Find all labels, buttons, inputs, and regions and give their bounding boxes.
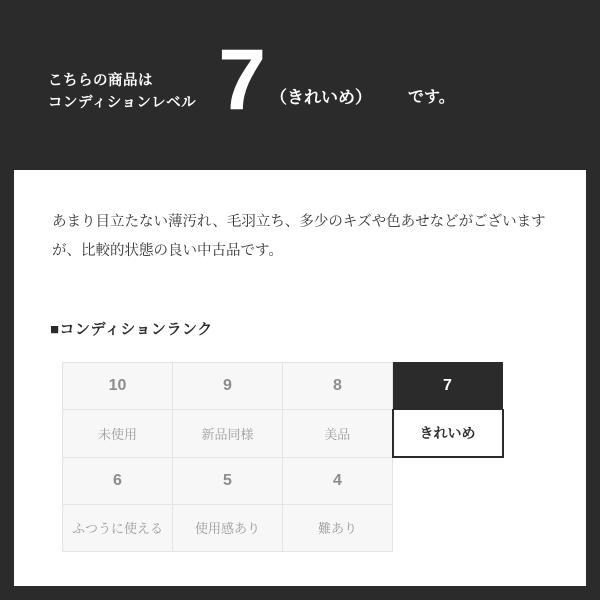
body-panel: [14, 170, 586, 586]
rank-number-cell: 8: [283, 363, 393, 410]
condition-rank-table: [62, 362, 504, 552]
header-suffix: です。: [408, 88, 455, 106]
rank-number-cell: 10: [63, 363, 173, 410]
rank-label-cell: 難あり: [283, 504, 393, 551]
condition-level-label: （きれいめ）: [270, 87, 373, 107]
rank-label-cell: 美品: [283, 410, 393, 458]
condition-description: あまり目立たない薄汚れ、毛羽立ち、多少のキズや色あせなどがございますが、比較的状態の良い中古品です。: [52, 214, 546, 259]
rank-label-cell: 使用感あり: [173, 504, 283, 551]
rank-empty-cell: [393, 457, 503, 504]
header-text-block: [48, 71, 196, 115]
rank-number-cell-selected: 7: [393, 363, 503, 410]
rank-number-cell: 6: [63, 457, 173, 504]
section-title-condition-rank: ■コンディションランク: [50, 321, 213, 338]
rank-label-cell: 未使用: [63, 410, 173, 458]
table-row: [63, 504, 503, 551]
table-row: [63, 410, 503, 458]
rank-number-cell: 9: [173, 363, 283, 410]
table-row: [63, 363, 503, 410]
header-content: [48, 0, 576, 168]
header-line-2: コンディションレベル: [48, 95, 197, 111]
rank-label-cell-selected: きれいめ: [393, 410, 503, 458]
header-band: [0, 0, 600, 168]
rank-number-cell: 4: [283, 457, 393, 504]
table-row: [63, 457, 503, 504]
rank-empty-cell: [393, 504, 503, 551]
header-line-1: こちらの商品は: [48, 73, 153, 90]
rank-label-cell: 新品同様: [173, 410, 283, 458]
condition-level-number: 7: [218, 32, 265, 128]
rank-label-cell: ふつうに使える: [63, 504, 173, 551]
rank-number-cell: 5: [173, 457, 283, 504]
